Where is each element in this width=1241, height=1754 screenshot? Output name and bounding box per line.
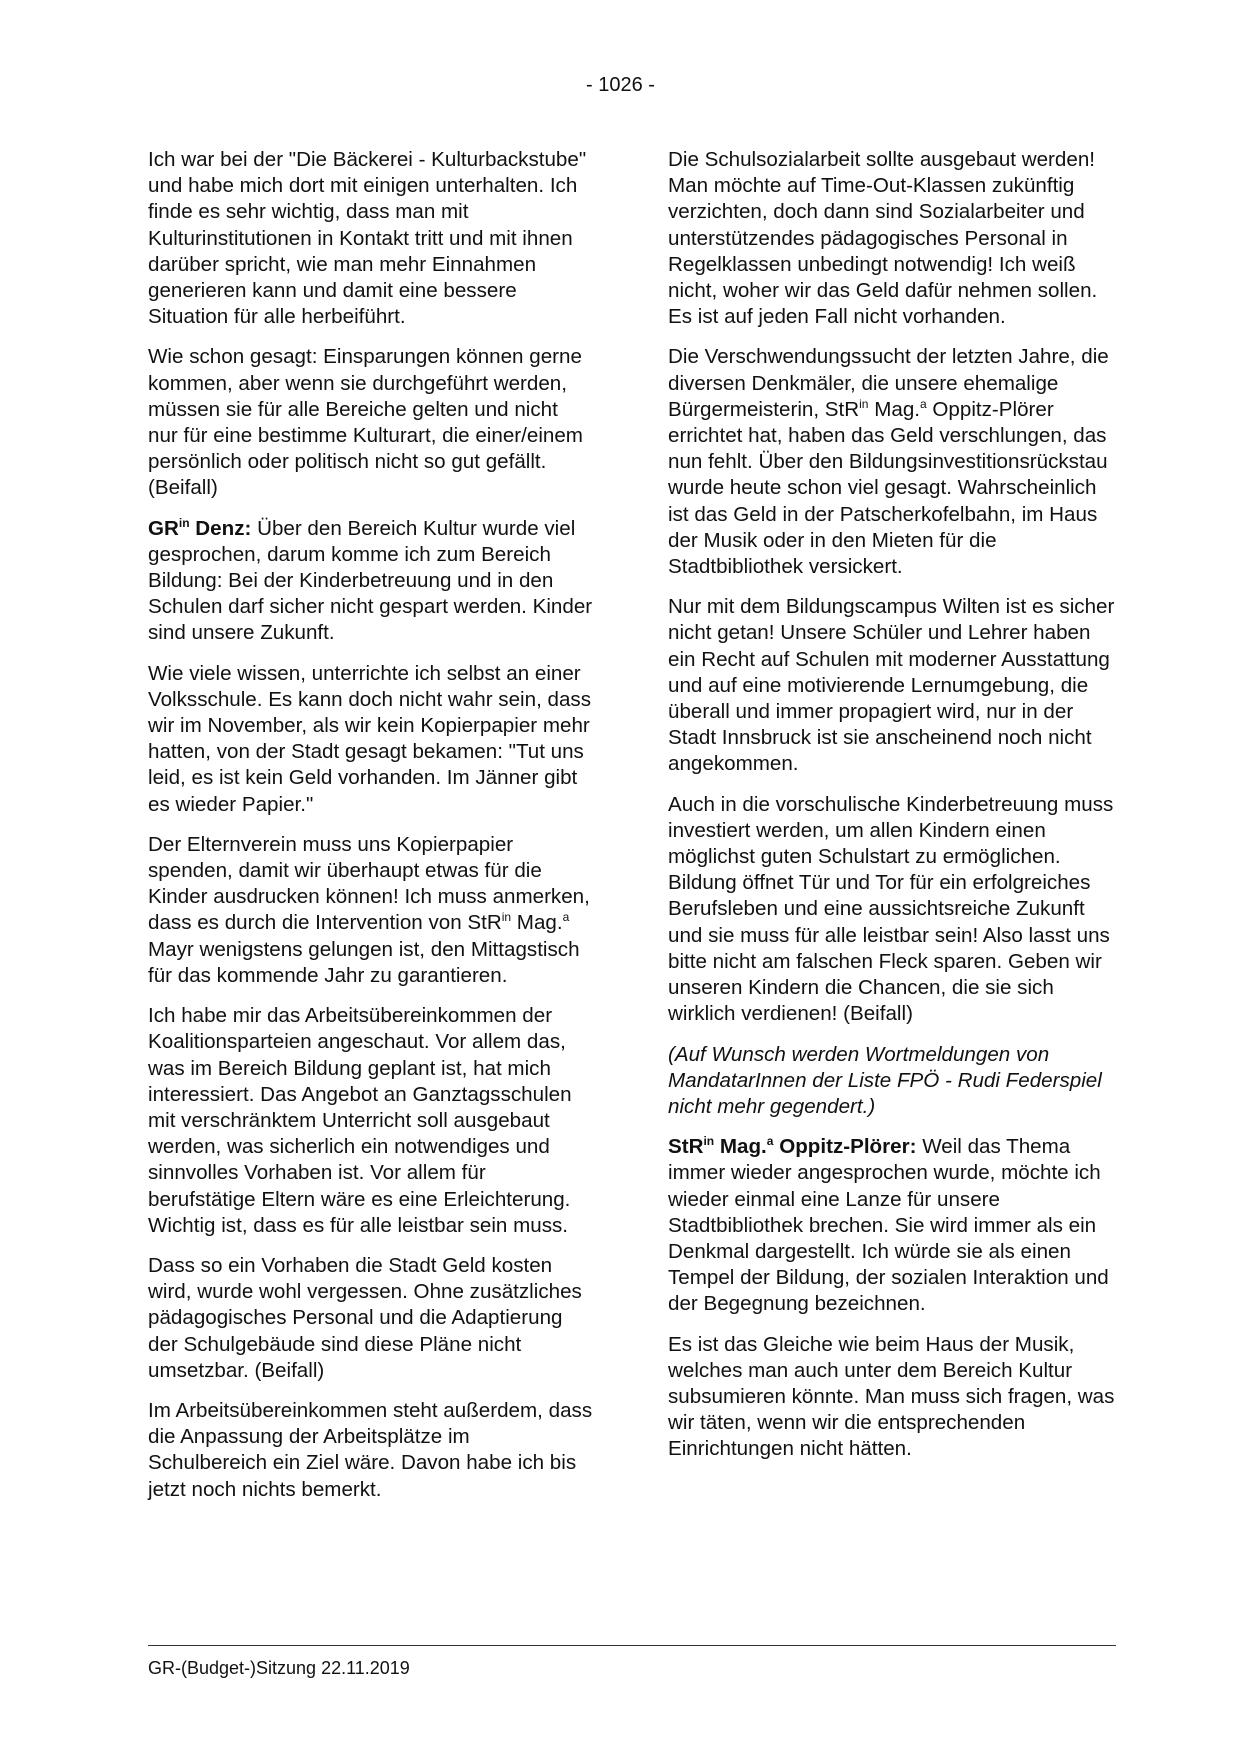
- paragraph: Ich war bei der "Die Bäckerei - Kulturbackstube" und habe mich dort mit einigen unterhalten. Ich finde es sehr wichtig, dass man mit Kulturinstitutionen in Kontakt tritt und mit ihnen darüber spricht, wie man mehr Einnahmen generieren kann und damit eine bessere Situation für alle herbeiführt.: [148, 148, 587, 329]
- paragraph: Es ist das Gleiche wie beim Haus der Musik, welches man auch unter dem Bereich Kultur subsumieren könnte. Man muss sich fragen, was wir täten, wenn wir die entsprechenden Einrichtungen nicht hätten.: [668, 1332, 1115, 1461]
- paragraph: Wie viele wissen, unterrichte ich selbst an einer Volksschule. Es kann doch nicht wahr sein, dass wir im November, als wir kein Kopierpapier mehr hatten, von der Stadt gesagt bekamen: "Tut uns leid, es ist kein Geld vorhanden. Im Jänner gibt es wieder Papier.": [148, 661, 592, 816]
- paragraph: Im Arbeitsübereinkommen steht außerdem, dass die Anpassung der Arbeitsplätze im Schulbereich ein Ziel wäre. Davon habe ich bis jetzt noch nichts bemerkt.: [148, 1398, 593, 1501]
- speaker-name: $GR^{in}$ Denz:: [148, 515, 252, 540]
- paragraph: Wie schon gesagt: Einsparungen können gerne kommen, aber wenn sie durchgeführt werden, müssen sie für alle Bereiche gelten und nicht nur für eine bestimme Kulturart, die einer/einem persönlich oder politisch nicht so gut gefällt. (Beifall): [148, 345, 583, 500]
- paragraph: Die Schulsozialarbeit sollte ausgebaut werden! Man möchte auf Time-Out-Klassen zukünftig verzichten, doch dann sind Sozialarbeiter und unterstützendes pädagogisches Personal in Regelklassen unbedingt notwendig! Ich weiß nicht, woher wir das Geld dafür nehmen sollen. Es ist auf jeden Fall nicht vorhanden.: [668, 148, 1098, 329]
- page-number: - 1026 -: [586, 74, 655, 96]
- left-column: [148, 147, 593, 1517]
- right-column: [668, 147, 1118, 1477]
- paragraph: Nur mit dem Bildungscampus Wilten ist es sicher nicht getan! Unsere Schüler und Lehrer haben ein Recht auf Schulen mit moderner Ausstattung und auf eine motivierende Lernumgebung, die überall und immer propagiert wird, nur in der Stadt Innsbruck ist sie anscheinend noch nicht angekommen.: [668, 595, 1115, 776]
- footer-session-label: GR-(Budget-)Sitzung 22.11.2019: [148, 1658, 410, 1678]
- paragraph: Der Elternverein muss uns Kopierpapier spenden, damit wir überhaupt etwas für die Kinder ausdrucken können! Ich muss anmerken, dass es durch die Intervention von StR$^{in}$ Mag.$^a$ Mayr wenigstens gelungen ist, den Mittagstisch für das kommende Jahr zu garantieren.: [148, 832, 590, 987]
- speaker-name: StR$^{in}$ Mag.$^a$ Oppitz-Plörer:: [668, 1134, 917, 1159]
- paragraph: Auch in die vorschulische Kinderbetreuung muss investiert werden, um allen Kindern einen möglichst guten Schulstart zu ermöglichen. Bildung öffnet Tür und Tor für ein erfolgreiches Berufsleben und eine aussichtsreiche Zukunft und sie muss für alle leistbar sein! Also lasst uns bitte nicht am falschen Fleck sparen. Geben wir unseren Kindern die Chancen, die sie sich wirklich verdienen! (Beifall): [668, 792, 1114, 1026]
- editorial-note: (Auf Wunsch werden Wortmeldungen von MandatarInnen der Liste FPÖ - Rudi Federspiel nicht mehr gegendert.): [668, 1042, 1102, 1118]
- footer-divider: [148, 1645, 1116, 1646]
- paragraph: Dass so ein Vorhaben die Stadt Geld kosten wird, wurde wohl vergessen. Ohne zusätzliches pädagogisches Personal und die Adaptierung der Schulgebäude sind diese Pläne nicht umsetzbar. (Beifall): [148, 1253, 582, 1382]
- speech-oppitz-ploerer: StR$^{in}$ Mag.$^a$ Oppitz-Plörer: Weil das Thema immer wieder angesprochen wurde, möchte ich wieder einmal eine Lanze für unsere Stadtbibliothek brechen. Sie wird immer als ein Denkmal dargestellt. Ich würde sie als einen Tempel der Bildung, der sozialen Interaktion und der Begegnung bezeichnen.: [668, 1134, 1109, 1316]
- paragraph: Ich habe mir das Arbeitsübereinkommen der Koalitionsparteien angeschaut. Vor allem das, was im Bereich Bildung geplant ist, hat mich interessiert. Das Angebot an Ganztagsschulen mit verschränktem Unterricht soll ausgebaut werden, was sicherlich ein notwendiges und sinnvolles Vorhaben ist. Vor allem für berufstätige Eltern wäre es eine Erleichterung. Wichtig ist, dass es für alle leistbar sein muss.: [148, 1004, 572, 1237]
- speech-denz: $GR^{in}$ Denz: Über den Bereich Kultur wurde viel gesprochen, darum komme ich zum Bereich Bildung: Bei der Kinderbetreuung und in den Schulen darf sicher nicht gespart werden. Kinder sind unsere Zukunft.: [148, 515, 593, 645]
- paragraph: Die Verschwendungssucht der letzten Jahre, die diversen Denkmäler, die unsere ehemalige Bürgermeisterin, StR$^{in}$ Mag.$^a$ Oppitz-Plörer errichtet hat, haben das Geld verschlungen, das nun fehlt. Über den Bildungsinvestitionsrückstau wurde heute schon viel gesagt. Wahrscheinlich ist das Geld in der Patscherkofelbahn, im Haus der Musik oder in den Mieten für die Stadtbibliothek versickert.: [668, 345, 1109, 579]
